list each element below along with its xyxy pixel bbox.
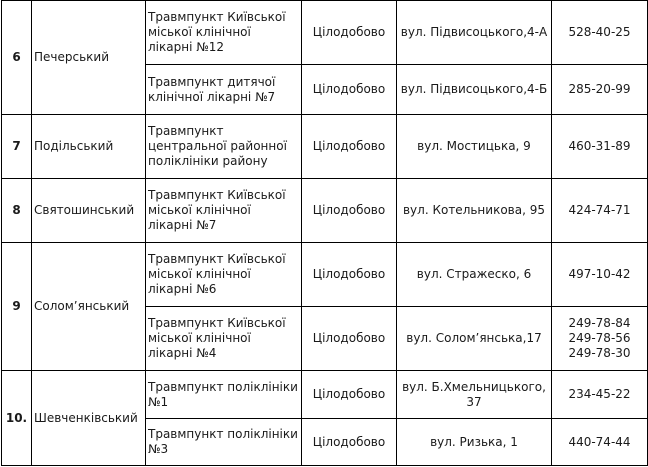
facility-name: Травмпункт Київської міської клінічної лікарні №4 xyxy=(146,307,302,371)
district-number: 8 xyxy=(2,179,32,243)
working-hours: Цілодобово xyxy=(302,371,397,419)
facility-phone: 234-45-22 xyxy=(552,371,648,419)
working-hours: Цілодобово xyxy=(302,307,397,371)
district-number: 9 xyxy=(2,243,32,371)
working-hours: Цілодобово xyxy=(302,65,397,115)
facility-address: вул. Підвисоцького,4-А xyxy=(397,1,552,65)
facility-name: Травмпункт поліклініки №1 xyxy=(146,371,302,419)
working-hours: Цілодобово xyxy=(302,243,397,307)
facility-phone: 424-74-71 xyxy=(552,179,648,243)
facility-address: вул. Стражеско, 6 xyxy=(397,243,552,307)
facility-address: вул. Ризька, 1 xyxy=(397,419,552,466)
district-name: Шевченківський xyxy=(32,371,146,466)
district-number: 6 xyxy=(2,1,32,115)
facility-address: вул. Підвисоцького,4-Б xyxy=(397,65,552,115)
facility-address: вул. Котельникова, 95 xyxy=(397,179,552,243)
working-hours: Цілодобово xyxy=(302,419,397,466)
district-name: Печерський xyxy=(32,1,146,115)
district-number: 10. xyxy=(2,371,32,466)
facility-name: Травмпункт центральної районної поліклініки району xyxy=(146,115,302,179)
facility-name: Травмпункт Київської міської клінічної лікарні №12 xyxy=(146,1,302,65)
facility-phone: 440-74-44 xyxy=(552,419,648,466)
table-row xyxy=(2,115,648,179)
working-hours: Цілодобово xyxy=(302,179,397,243)
facility-name: Травмпункт Київської міської клінічної лікарні №7 xyxy=(146,179,302,243)
facility-phone: 528-40-25 xyxy=(552,1,648,65)
district-name: Святошинський xyxy=(32,179,146,243)
facility-phone: 249-78-84 249-78-56 249-78-30 xyxy=(552,307,648,371)
facility-address: вул. Б.Хмельницького, 37 xyxy=(397,371,552,419)
facility-name: Травмпункт Київської міської клінічної лікарні №6 xyxy=(146,243,302,307)
facility-address: вул. Мостицька, 9 xyxy=(397,115,552,179)
facility-name: Травмпункт поліклініки №3 xyxy=(146,419,302,466)
district-name: Солом’янський xyxy=(32,243,146,371)
table-row xyxy=(2,243,648,307)
district-number: 7 xyxy=(2,115,32,179)
district-name: Подільський xyxy=(32,115,146,179)
facility-name: Травмпункт дитячої клінічної лікарні №7 xyxy=(146,65,302,115)
table-row xyxy=(2,371,648,419)
facility-phone: 460-31-89 xyxy=(552,115,648,179)
facility-phone: 285-20-99 xyxy=(552,65,648,115)
table-row xyxy=(2,179,648,243)
table-row xyxy=(2,1,648,65)
trauma-points-table xyxy=(1,0,648,466)
facility-phone: 497-10-42 xyxy=(552,243,648,307)
facility-address: вул. Солом’янська,17 xyxy=(397,307,552,371)
working-hours: Цілодобово xyxy=(302,115,397,179)
working-hours: Цілодобово xyxy=(302,1,397,65)
